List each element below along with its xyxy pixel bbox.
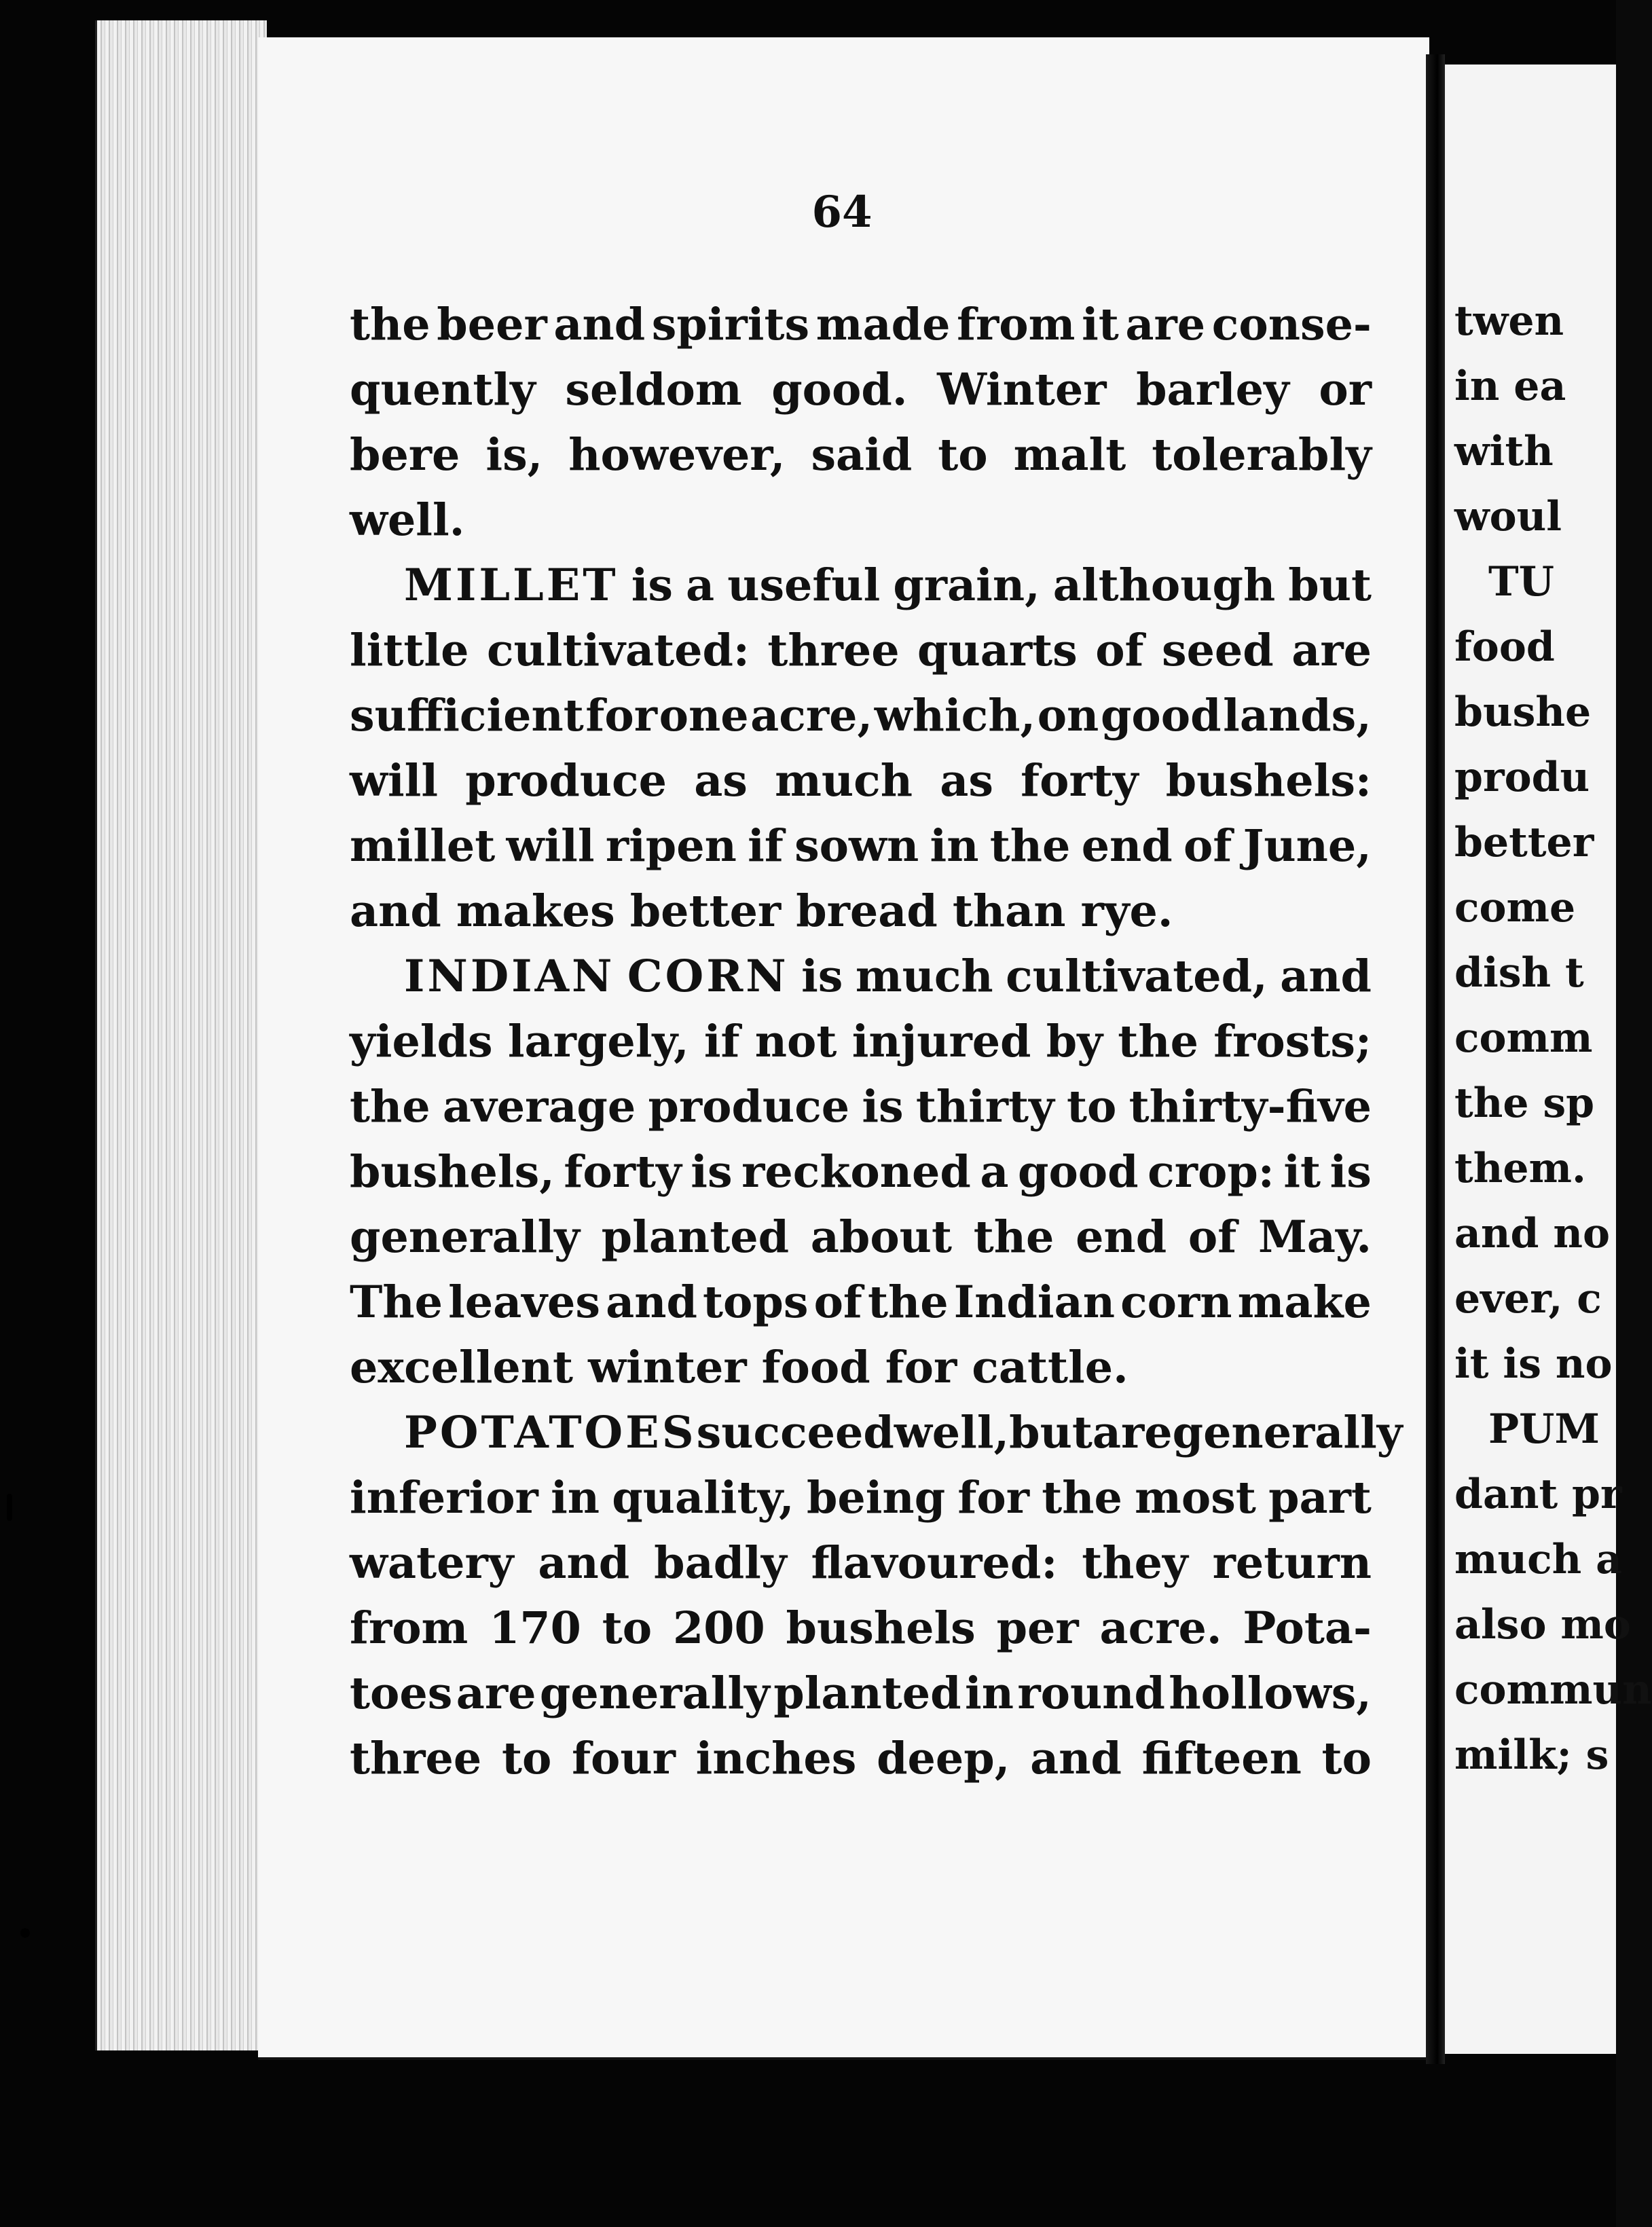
word: but bbox=[1288, 559, 1372, 611]
text-line bbox=[350, 1465, 1372, 1530]
word: are bbox=[1125, 299, 1206, 350]
word: which, bbox=[874, 690, 1036, 741]
word: makes bbox=[456, 885, 615, 937]
word: toes bbox=[350, 1668, 453, 1719]
text-line bbox=[350, 1139, 1372, 1204]
right-page-text bbox=[1454, 289, 1652, 1788]
right-text-line: woul bbox=[1454, 493, 1562, 540]
word: of bbox=[1183, 820, 1232, 872]
word: fifteen bbox=[1141, 1733, 1302, 1784]
word: not bbox=[754, 1016, 837, 1067]
word: badly bbox=[654, 1537, 787, 1589]
word: generally bbox=[350, 1211, 580, 1263]
word: and bbox=[606, 1276, 697, 1328]
word: planted bbox=[773, 1668, 961, 1719]
word: quality, bbox=[612, 1472, 794, 1524]
right-text-line: comm bbox=[1454, 1014, 1593, 1062]
text-line bbox=[350, 683, 1372, 748]
word: for bbox=[885, 1342, 957, 1393]
word: useful bbox=[727, 559, 881, 611]
word: much bbox=[855, 951, 993, 1002]
word: to bbox=[501, 1733, 552, 1784]
word: June, bbox=[1243, 820, 1372, 872]
word: MILLET bbox=[404, 559, 619, 611]
word: deep, bbox=[877, 1733, 1010, 1784]
word: yields bbox=[350, 1016, 493, 1067]
text-line bbox=[350, 553, 1372, 618]
word: beer bbox=[437, 299, 547, 350]
word: for bbox=[585, 690, 657, 741]
word: round bbox=[1017, 1668, 1165, 1719]
word: forty bbox=[1021, 755, 1139, 807]
word: winter bbox=[588, 1342, 747, 1393]
word: Winter bbox=[937, 364, 1107, 416]
page-number: 64 bbox=[811, 187, 873, 238]
word: the bbox=[973, 1211, 1054, 1263]
right-text-line: PUM bbox=[1488, 1405, 1600, 1453]
word: is, bbox=[485, 429, 543, 481]
right-text-line: also mo bbox=[1454, 1601, 1631, 1649]
word: leaves bbox=[448, 1276, 600, 1328]
text-line bbox=[350, 748, 1372, 813]
word: or bbox=[1319, 364, 1372, 416]
word: in bbox=[551, 1472, 600, 1524]
word: are bbox=[1291, 625, 1372, 676]
word: malt bbox=[1013, 429, 1126, 481]
word: inches bbox=[695, 1733, 857, 1784]
text-line bbox=[350, 357, 1372, 422]
word: cultivated: bbox=[486, 625, 750, 676]
word: quarts bbox=[917, 625, 1078, 676]
scan-speck bbox=[20, 1928, 30, 1938]
text-line bbox=[350, 1661, 1372, 1726]
word: tops bbox=[703, 1276, 809, 1328]
word: but bbox=[1009, 1407, 1093, 1458]
word: well. bbox=[350, 494, 465, 546]
word: reckoned bbox=[741, 1146, 971, 1198]
word: acre. bbox=[1099, 1602, 1222, 1654]
text-line bbox=[350, 1530, 1372, 1596]
word: thirty bbox=[915, 1081, 1054, 1133]
word: forty bbox=[564, 1146, 682, 1198]
word: a bbox=[980, 1146, 1009, 1198]
word: injured bbox=[851, 1016, 1031, 1067]
word: is bbox=[801, 951, 843, 1002]
word: made bbox=[815, 299, 951, 350]
word: inferior bbox=[350, 1472, 538, 1524]
word: generally bbox=[539, 1668, 770, 1719]
text-line bbox=[350, 944, 1372, 1009]
word: than bbox=[952, 885, 1066, 937]
word: it bbox=[1283, 1146, 1321, 1198]
word: produce bbox=[465, 755, 667, 807]
word: three bbox=[350, 1733, 482, 1784]
word: are bbox=[1092, 1407, 1173, 1458]
word: as bbox=[694, 755, 748, 807]
left-page-text bbox=[350, 292, 1403, 1791]
right-text-line: it is no bbox=[1454, 1340, 1613, 1388]
word: on bbox=[1037, 690, 1099, 741]
right-text-line: better bbox=[1454, 819, 1594, 866]
word: frosts; bbox=[1213, 1016, 1372, 1067]
word: the bbox=[989, 820, 1071, 872]
right-text-line: them. bbox=[1454, 1145, 1586, 1192]
word: four bbox=[572, 1733, 676, 1784]
word: sown bbox=[794, 820, 919, 872]
right-text-line: with bbox=[1454, 428, 1554, 475]
word: the bbox=[1042, 1472, 1122, 1524]
word: however, bbox=[568, 429, 786, 481]
word: May. bbox=[1258, 1211, 1372, 1263]
word: 200 bbox=[673, 1602, 765, 1654]
word: bushels, bbox=[350, 1146, 555, 1198]
text-line bbox=[350, 1596, 1372, 1661]
book-page-edges bbox=[95, 20, 267, 2050]
word: end bbox=[1076, 1211, 1167, 1263]
word: produce bbox=[648, 1081, 850, 1133]
word: well, bbox=[894, 1407, 1010, 1458]
word: Pota- bbox=[1243, 1602, 1372, 1654]
word: if bbox=[748, 820, 784, 872]
word: quently bbox=[350, 364, 536, 416]
right-text-line: bushe bbox=[1454, 688, 1592, 736]
word: will bbox=[350, 755, 439, 807]
scan-speck bbox=[7, 1494, 12, 1521]
word: as bbox=[940, 755, 993, 807]
word: bread bbox=[796, 885, 938, 937]
word: much bbox=[775, 755, 913, 807]
word: spirits bbox=[651, 299, 810, 350]
word: by bbox=[1046, 1016, 1103, 1067]
word: good bbox=[1018, 1146, 1139, 1198]
word: part bbox=[1268, 1472, 1372, 1524]
text-line bbox=[350, 292, 1372, 357]
word: will bbox=[506, 820, 595, 872]
word: bushels: bbox=[1165, 755, 1372, 807]
word: hollows, bbox=[1169, 1668, 1372, 1719]
word: to bbox=[1067, 1081, 1117, 1133]
word: cattle. bbox=[972, 1342, 1128, 1393]
word: largely, bbox=[507, 1016, 689, 1067]
word: from bbox=[350, 1602, 469, 1654]
word: to bbox=[938, 429, 988, 481]
word: make bbox=[1237, 1276, 1372, 1328]
word: about bbox=[810, 1211, 952, 1263]
word: POTATOES bbox=[404, 1407, 697, 1458]
word: 170 bbox=[489, 1602, 581, 1654]
word: although bbox=[1052, 559, 1276, 611]
right-text-line: milk; s bbox=[1454, 1731, 1609, 1779]
word: from bbox=[957, 299, 1076, 350]
word: acre, bbox=[750, 690, 873, 741]
word: excellent bbox=[350, 1342, 574, 1393]
word: the bbox=[350, 299, 430, 350]
word: of bbox=[1095, 625, 1144, 676]
word: end bbox=[1081, 820, 1173, 872]
word: lands, bbox=[1223, 690, 1372, 741]
right-text-line: TU bbox=[1488, 558, 1554, 606]
word: of bbox=[813, 1276, 862, 1328]
word: Indian bbox=[953, 1276, 1115, 1328]
word: of bbox=[1188, 1211, 1237, 1263]
word: and bbox=[1030, 1733, 1122, 1784]
word: food bbox=[761, 1342, 870, 1393]
word: corn bbox=[1120, 1276, 1232, 1328]
word: and bbox=[1280, 951, 1372, 1002]
word: one bbox=[659, 690, 749, 741]
word: sufficient bbox=[350, 690, 584, 741]
word: to bbox=[602, 1602, 653, 1654]
word: watery bbox=[350, 1537, 514, 1589]
word: The bbox=[350, 1276, 443, 1328]
word: in bbox=[930, 820, 979, 872]
word: return bbox=[1212, 1537, 1372, 1589]
word: flavoured: bbox=[811, 1537, 1058, 1589]
word: the bbox=[1118, 1016, 1198, 1067]
right-text-line: much a bbox=[1454, 1536, 1623, 1583]
text-line bbox=[350, 487, 1372, 553]
text-line bbox=[350, 422, 1372, 487]
word: succeed bbox=[696, 1407, 894, 1458]
word: they bbox=[1082, 1537, 1188, 1589]
word: per bbox=[996, 1602, 1079, 1654]
word: the bbox=[350, 1081, 430, 1133]
word: bere bbox=[350, 429, 460, 481]
word: for bbox=[957, 1472, 1029, 1524]
word: a bbox=[686, 559, 715, 611]
word: is bbox=[631, 559, 674, 611]
right-text-line: come bbox=[1454, 884, 1576, 932]
word: planted bbox=[601, 1211, 790, 1263]
word: rye. bbox=[1080, 885, 1173, 937]
right-text-line: and no bbox=[1454, 1210, 1610, 1257]
text-line bbox=[350, 879, 1372, 944]
book-gutter bbox=[1426, 54, 1445, 2064]
right-text-line: dish t bbox=[1454, 949, 1584, 997]
word: CORN bbox=[627, 951, 789, 1002]
word: tolerably bbox=[1152, 429, 1372, 481]
word: being bbox=[806, 1472, 946, 1524]
right-text-line: ever, c bbox=[1454, 1275, 1602, 1323]
word: and bbox=[350, 885, 441, 937]
text-line bbox=[350, 1074, 1372, 1139]
word: and bbox=[538, 1537, 630, 1589]
word: and bbox=[553, 299, 646, 350]
word: bushels bbox=[786, 1602, 976, 1654]
text-line bbox=[350, 1726, 1372, 1791]
word: it bbox=[1082, 299, 1119, 350]
word: grain, bbox=[893, 559, 1040, 611]
word: is bbox=[862, 1081, 904, 1133]
text-line bbox=[350, 1400, 1403, 1465]
word: average bbox=[442, 1081, 636, 1133]
right-text-line: twen bbox=[1454, 297, 1564, 345]
word: if bbox=[703, 1016, 740, 1067]
right-text-line: produ bbox=[1454, 754, 1590, 801]
word: seed bbox=[1161, 625, 1274, 676]
word: conse- bbox=[1211, 299, 1372, 350]
word: in bbox=[965, 1668, 1014, 1719]
word: INDIAN bbox=[404, 951, 615, 1002]
word: little bbox=[350, 625, 469, 676]
word: are bbox=[456, 1668, 536, 1719]
word: most bbox=[1135, 1472, 1256, 1524]
word: millet bbox=[350, 820, 496, 872]
word: is bbox=[1329, 1146, 1372, 1198]
word: is bbox=[691, 1146, 733, 1198]
word: generally bbox=[1172, 1407, 1403, 1458]
word: crop: bbox=[1148, 1146, 1274, 1198]
text-line bbox=[350, 1204, 1372, 1270]
word: good. bbox=[771, 364, 908, 416]
word: ripen bbox=[605, 820, 737, 872]
text-line bbox=[350, 1270, 1372, 1335]
word: barley bbox=[1136, 364, 1289, 416]
text-line bbox=[350, 813, 1372, 879]
word: three bbox=[767, 625, 900, 676]
right-text-line: the sp bbox=[1454, 1080, 1595, 1127]
word: seldom bbox=[565, 364, 742, 416]
right-text-line: food bbox=[1454, 623, 1555, 671]
word: the bbox=[868, 1276, 949, 1328]
right-text-line: in ea bbox=[1454, 363, 1566, 410]
word: to bbox=[1321, 1733, 1372, 1784]
word: thirty-five bbox=[1128, 1081, 1372, 1133]
word: good bbox=[1100, 690, 1222, 741]
word: better bbox=[629, 885, 782, 937]
right-text-line: commun bbox=[1454, 1666, 1652, 1714]
right-text-line: dant pr bbox=[1454, 1471, 1622, 1518]
word: cultivated, bbox=[1006, 951, 1268, 1002]
word: said bbox=[811, 429, 913, 481]
text-line bbox=[350, 1009, 1372, 1074]
text-line bbox=[350, 1335, 1372, 1400]
text-line bbox=[350, 618, 1372, 683]
